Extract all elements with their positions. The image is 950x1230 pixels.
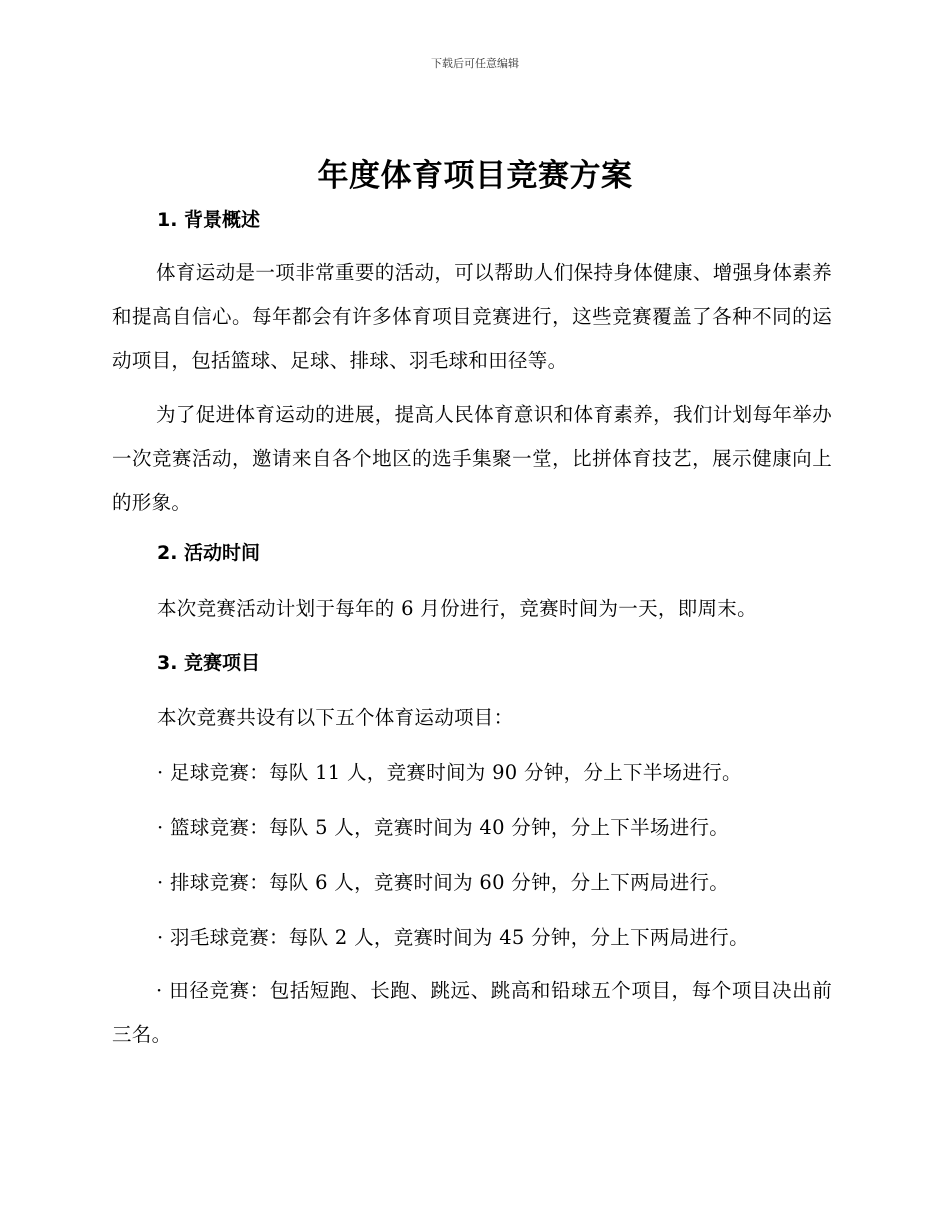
paragraph-time: 本次竞赛活动计划于每年的 6 月份进行，竞赛时间为一天，即周末。 (157, 597, 757, 620)
list-item-badminton: · 羽毛球竞赛：每队 2 人，竞赛时间为 45 分钟，分上下两局进行。 (157, 926, 749, 949)
document-title: 年度体育项目竞赛方案 (317, 158, 633, 194)
section-heading-time: 2. 活动时间 (157, 542, 261, 564)
list-item-football: · 足球竞赛：每队 11 人，竞赛时间为 90 分钟，分上下半场进行。 (157, 761, 742, 784)
section-heading-events: 3. 竞赛项目 (157, 652, 261, 674)
list-item-volleyball: · 排球竞赛：每队 6 人，竞赛时间为 60 分钟，分上下两局进行。 (157, 871, 730, 894)
paragraph-background-2: 为了促进体育运动的进展，提高人民体育意识和体育素养，我们计划每年举办一次竞赛活动，邀请来自各个地区的选手集聚一堂，比拼体育技艺，展示健康向上的形象。 (112, 403, 832, 514)
paragraph-events-intro: 本次竞赛共设有以下五个体育运动项目： (157, 706, 514, 729)
list-item-track-field: · 田径竞赛：包括短跑、长跑、跳远、跳高和铅球五个项目，每个项目决出前三名。 (112, 979, 832, 1046)
paragraph-background-1: 体育运动是一项非常重要的活动，可以帮助人们保持身体健康、增强身体素养和提高自信心。每年都会有许多体育项目竞赛进行，这些竞赛覆盖了各种不同的运动项目，包括篮球、足球、排球、羽毛球和田径等。 (112, 261, 832, 372)
header-note: 下载后可任意编辑 (431, 57, 519, 70)
section-heading-background: 1. 背景概述 (157, 209, 261, 231)
list-item-basketball: · 篮球竞赛：每队 5 人，竞赛时间为 40 分钟，分上下半场进行。 (157, 816, 730, 839)
